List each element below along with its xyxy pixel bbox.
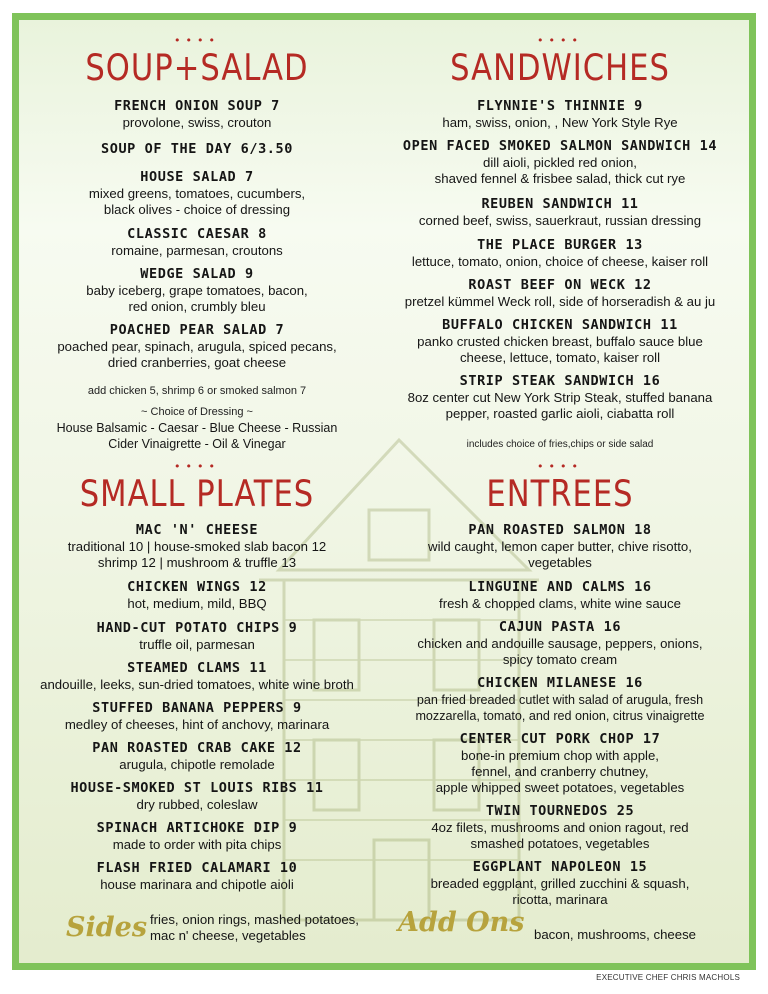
sides-desc: fries, onion rings, mashed potatoes, mac n' cheese, vegetables <box>150 912 359 943</box>
item-name: CHICKEN WINGS 12 <box>127 579 267 595</box>
menu-item <box>22 700 372 733</box>
item-name: WEDGE SALAD 9 <box>140 266 254 282</box>
menu-item <box>385 373 735 422</box>
item-name: CENTER CUT PORK CHOP 17 <box>459 731 661 747</box>
menu-item <box>385 138 735 187</box>
item-desc: 4oz filets, mushrooms and onion ragout, red smashed potatoes, vegetables <box>431 820 689 851</box>
item-name: HOUSE-SMOKED ST LOUIS RIBS 11 <box>70 780 324 796</box>
item-desc: corned beef, swiss, sauerkraut, russian dressing <box>418 213 702 228</box>
menu-item <box>22 740 372 773</box>
menu-item <box>385 196 735 229</box>
item-name: LINGUINE AND CALMS 16 <box>468 579 652 595</box>
item-desc: provolone, swiss, crouton <box>122 115 272 130</box>
dressing-heading: ~ Choice of Dressing ~ <box>141 406 253 418</box>
item-desc: pan fried breaded cutlet with salad of arugula, fresh mozzarella, tomato, and red onion, citrus vinaigrette <box>415 693 705 723</box>
menu-item <box>22 98 372 131</box>
item-desc: chicken and andouille sausage, peppers, onions, spicy tomato cream <box>417 636 703 667</box>
item-desc: dry rubbed, coleslaw <box>136 797 258 812</box>
item-name: TWIN TOURNEDOS 25 <box>485 803 635 819</box>
item-name: PAN ROASTED SALMON 18 <box>468 522 652 538</box>
item-name: HAND-CUT POTATO CHIPS 9 <box>96 620 298 636</box>
addons-desc: bacon, mushrooms, cheese <box>534 927 696 942</box>
item-desc: made to order with pita chips <box>112 837 282 852</box>
menu-item <box>385 98 735 131</box>
decor-dots: •••• <box>174 34 220 47</box>
item-name: EGGPLANT NAPOLEON 15 <box>472 859 648 875</box>
menu-item <box>22 322 372 371</box>
menu-item <box>385 522 735 571</box>
dressing-list: House Balsamic - Caesar - Blue Cheese - Russian Cider Vinaigrette - Oil & Vinegar <box>56 421 338 451</box>
menu-item <box>385 731 735 796</box>
menu-item <box>22 620 372 653</box>
item-name: CLASSIC CAESAR 8 <box>127 226 267 242</box>
item-desc: ham, swiss, onion, , New York Style Rye <box>442 115 678 130</box>
menu-item <box>385 859 735 908</box>
menu-item <box>22 780 372 813</box>
item-name: ROAST BEEF ON WECK 12 <box>468 277 652 293</box>
item-desc: breaded eggplant, grilled zucchini & squash, ricotta, marinara <box>430 876 690 907</box>
addons-label: Add Ons <box>398 907 525 938</box>
item-desc: lettuce, tomato, onion, choice of cheese, kaiser roll <box>411 254 709 269</box>
menu-item <box>385 317 735 366</box>
menu-item <box>22 169 372 218</box>
menu-item <box>385 237 735 270</box>
item-name: CAJUN PASTA 16 <box>498 619 622 635</box>
item-name: SPINACH ARTICHOKE DIP 9 <box>96 820 298 836</box>
item-name: STEAMED CLAMS 11 <box>127 660 267 676</box>
item-desc: bone-in premium chop with apple, fennel, and cranberry chutney, apple whipped sweet potatoes, vegetables <box>435 748 685 795</box>
menu-item <box>385 619 735 668</box>
item-name: OPEN FACED SMOKED SALMON SANDWICH 14 <box>402 138 718 154</box>
item-name: FRENCH ONION SOUP 7 <box>114 98 280 114</box>
sandwich-sides-note: includes choice of fries,chips or side salad <box>466 439 654 450</box>
menu-item <box>22 660 372 693</box>
item-name: POACHED PEAR SALAD 7 <box>109 322 285 338</box>
decor-dots: •••• <box>537 34 583 47</box>
menu-item <box>22 860 372 893</box>
item-desc: wild caught, lemon caper butter, chive risotto, vegetables <box>428 539 692 570</box>
item-name: FLYNNIE'S THINNIE 9 <box>477 98 643 114</box>
item-desc: mixed greens, tomatoes, cucumbers, black olives - choice of dressing <box>88 186 306 217</box>
menu-item <box>22 820 372 853</box>
menu-item <box>385 803 735 852</box>
sandwiches-title: SANDWICHES <box>450 46 670 90</box>
menu-item <box>22 522 372 571</box>
decor-dots: •••• <box>537 460 583 473</box>
item-name: HOUSE SALAD 7 <box>140 169 254 185</box>
item-name: MAC 'N' CHEESE <box>135 522 259 538</box>
decor-dots: •••• <box>174 460 220 473</box>
item-desc: traditional 10 | house-smoked slab bacon 12 shrimp 12 | mushroom & truffle 13 <box>67 539 327 570</box>
item-desc: romaine, parmesan, croutons <box>111 243 283 258</box>
menu-item <box>385 277 735 310</box>
item-desc: andouille, leeks, sun-dried tomatoes, white wine broth <box>40 677 354 692</box>
item-name: CHICKEN MILANESE 16 <box>477 675 643 691</box>
item-desc: fresh & chopped clams, white wine sauce <box>439 596 681 611</box>
item-name: PAN ROASTED CRAB CAKE 12 <box>92 740 302 756</box>
item-desc: dill aioli, pickled red onion, shaved fennel & frisbee salad, thick cut rye <box>434 155 686 186</box>
item-desc: medley of cheeses, hint of anchovy, marinara <box>64 717 330 732</box>
sides-label: Sides <box>66 912 148 943</box>
chef-credit: EXECUTIVE CHEF CHRIS MACHOLS <box>596 973 740 982</box>
item-desc: arugula, chipotle remolade <box>119 757 275 772</box>
menu-item <box>385 675 735 724</box>
menu-item <box>22 141 372 158</box>
item-name: STUFFED BANANA PEPPERS 9 <box>92 700 302 716</box>
item-desc: 8oz center cut New York Strip Steak, stuffed banana pepper, roasted garlic aioli, ciabatta roll <box>407 390 713 421</box>
menu-item <box>22 266 372 315</box>
item-desc: truffle oil, parmesan <box>139 637 255 652</box>
item-name: THE PLACE BURGER 13 <box>477 237 643 253</box>
item-name: BUFFALO CHICKEN SANDWICH 11 <box>442 317 678 333</box>
add-protein-note: add chicken 5, shrimp 6 or smoked salmon 7 <box>87 385 307 397</box>
menu-item <box>22 579 372 612</box>
item-desc: poached pear, spinach, arugula, spiced pecans, dried cranberries, goat cheese <box>57 339 337 370</box>
item-name: FLASH FRIED CALAMARI 10 <box>96 860 298 876</box>
soup-salad-title: SOUP+SALAD <box>85 46 309 90</box>
item-desc: baby iceberg, grape tomatoes, bacon, red onion, crumbly bleu <box>86 283 308 314</box>
item-desc: house marinara and chipotle aioli <box>100 877 294 892</box>
menu-item <box>22 226 372 259</box>
item-desc: panko crusted chicken breast, buffalo sauce blue cheese, lettuce, tomato, kaiser roll <box>417 334 703 365</box>
item-name: SOUP OF THE DAY 6/3.50 <box>100 141 293 157</box>
item-desc: pretzel kümmel Weck roll, side of horseradish & au ju <box>404 294 716 309</box>
item-name: REUBEN SANDWICH 11 <box>481 196 639 212</box>
item-desc: hot, medium, mild, BBQ <box>127 596 267 611</box>
menu-item <box>385 579 735 612</box>
small-plates-title: SMALL PLATES <box>79 472 315 516</box>
item-name: STRIP STEAK SANDWICH 16 <box>459 373 661 389</box>
entrees-title: ENTREES <box>486 472 634 516</box>
